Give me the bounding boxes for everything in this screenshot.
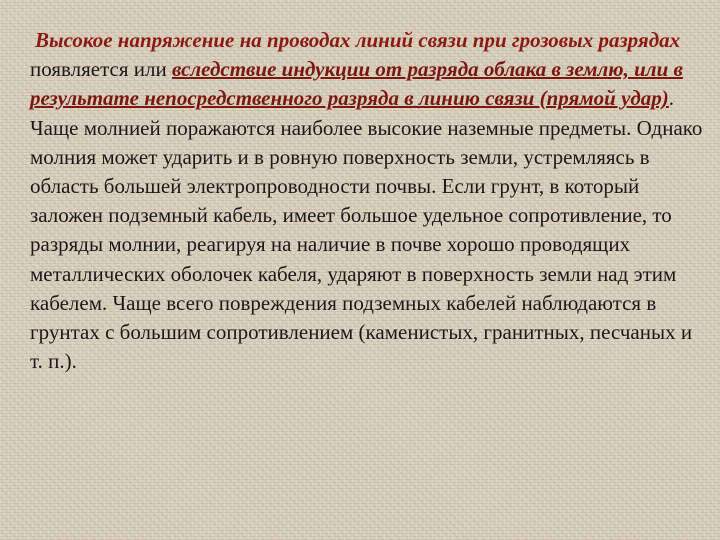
slide-paragraph [30,26,710,376]
cause-underlined: вследствие индукции от разряда облака в землю, или в результате непосредственного разряда в линию связи (прямой удар) [30,57,683,111]
intro-connector: появляется или [30,57,172,82]
cause-period: . [668,86,675,111]
body-text: Чаще молнией поражаются наиболее высокие наземные предметы. Однако молния может ударить и в ровную поверхность земли, устремляясь в область большей электропроводности почвы. Если грунт, в который заложен подземный кабель, имеет большое удельное сопротивление, то разряды молнии, реагируя на наличие в почве хорошо проводящих металлических оболочек кабеля, ударяют в поверхность земли над этим кабелем. Чаще всего повреждения подземных кабелей наблюдаются в грунтах с большим сопротивлением (каменистых, гранитных, песчаных и т. п.). [30,115,703,374]
intro-emphasis: Высокое напряжение на проводах линий связи при грозовых разрядах [35,28,681,52]
